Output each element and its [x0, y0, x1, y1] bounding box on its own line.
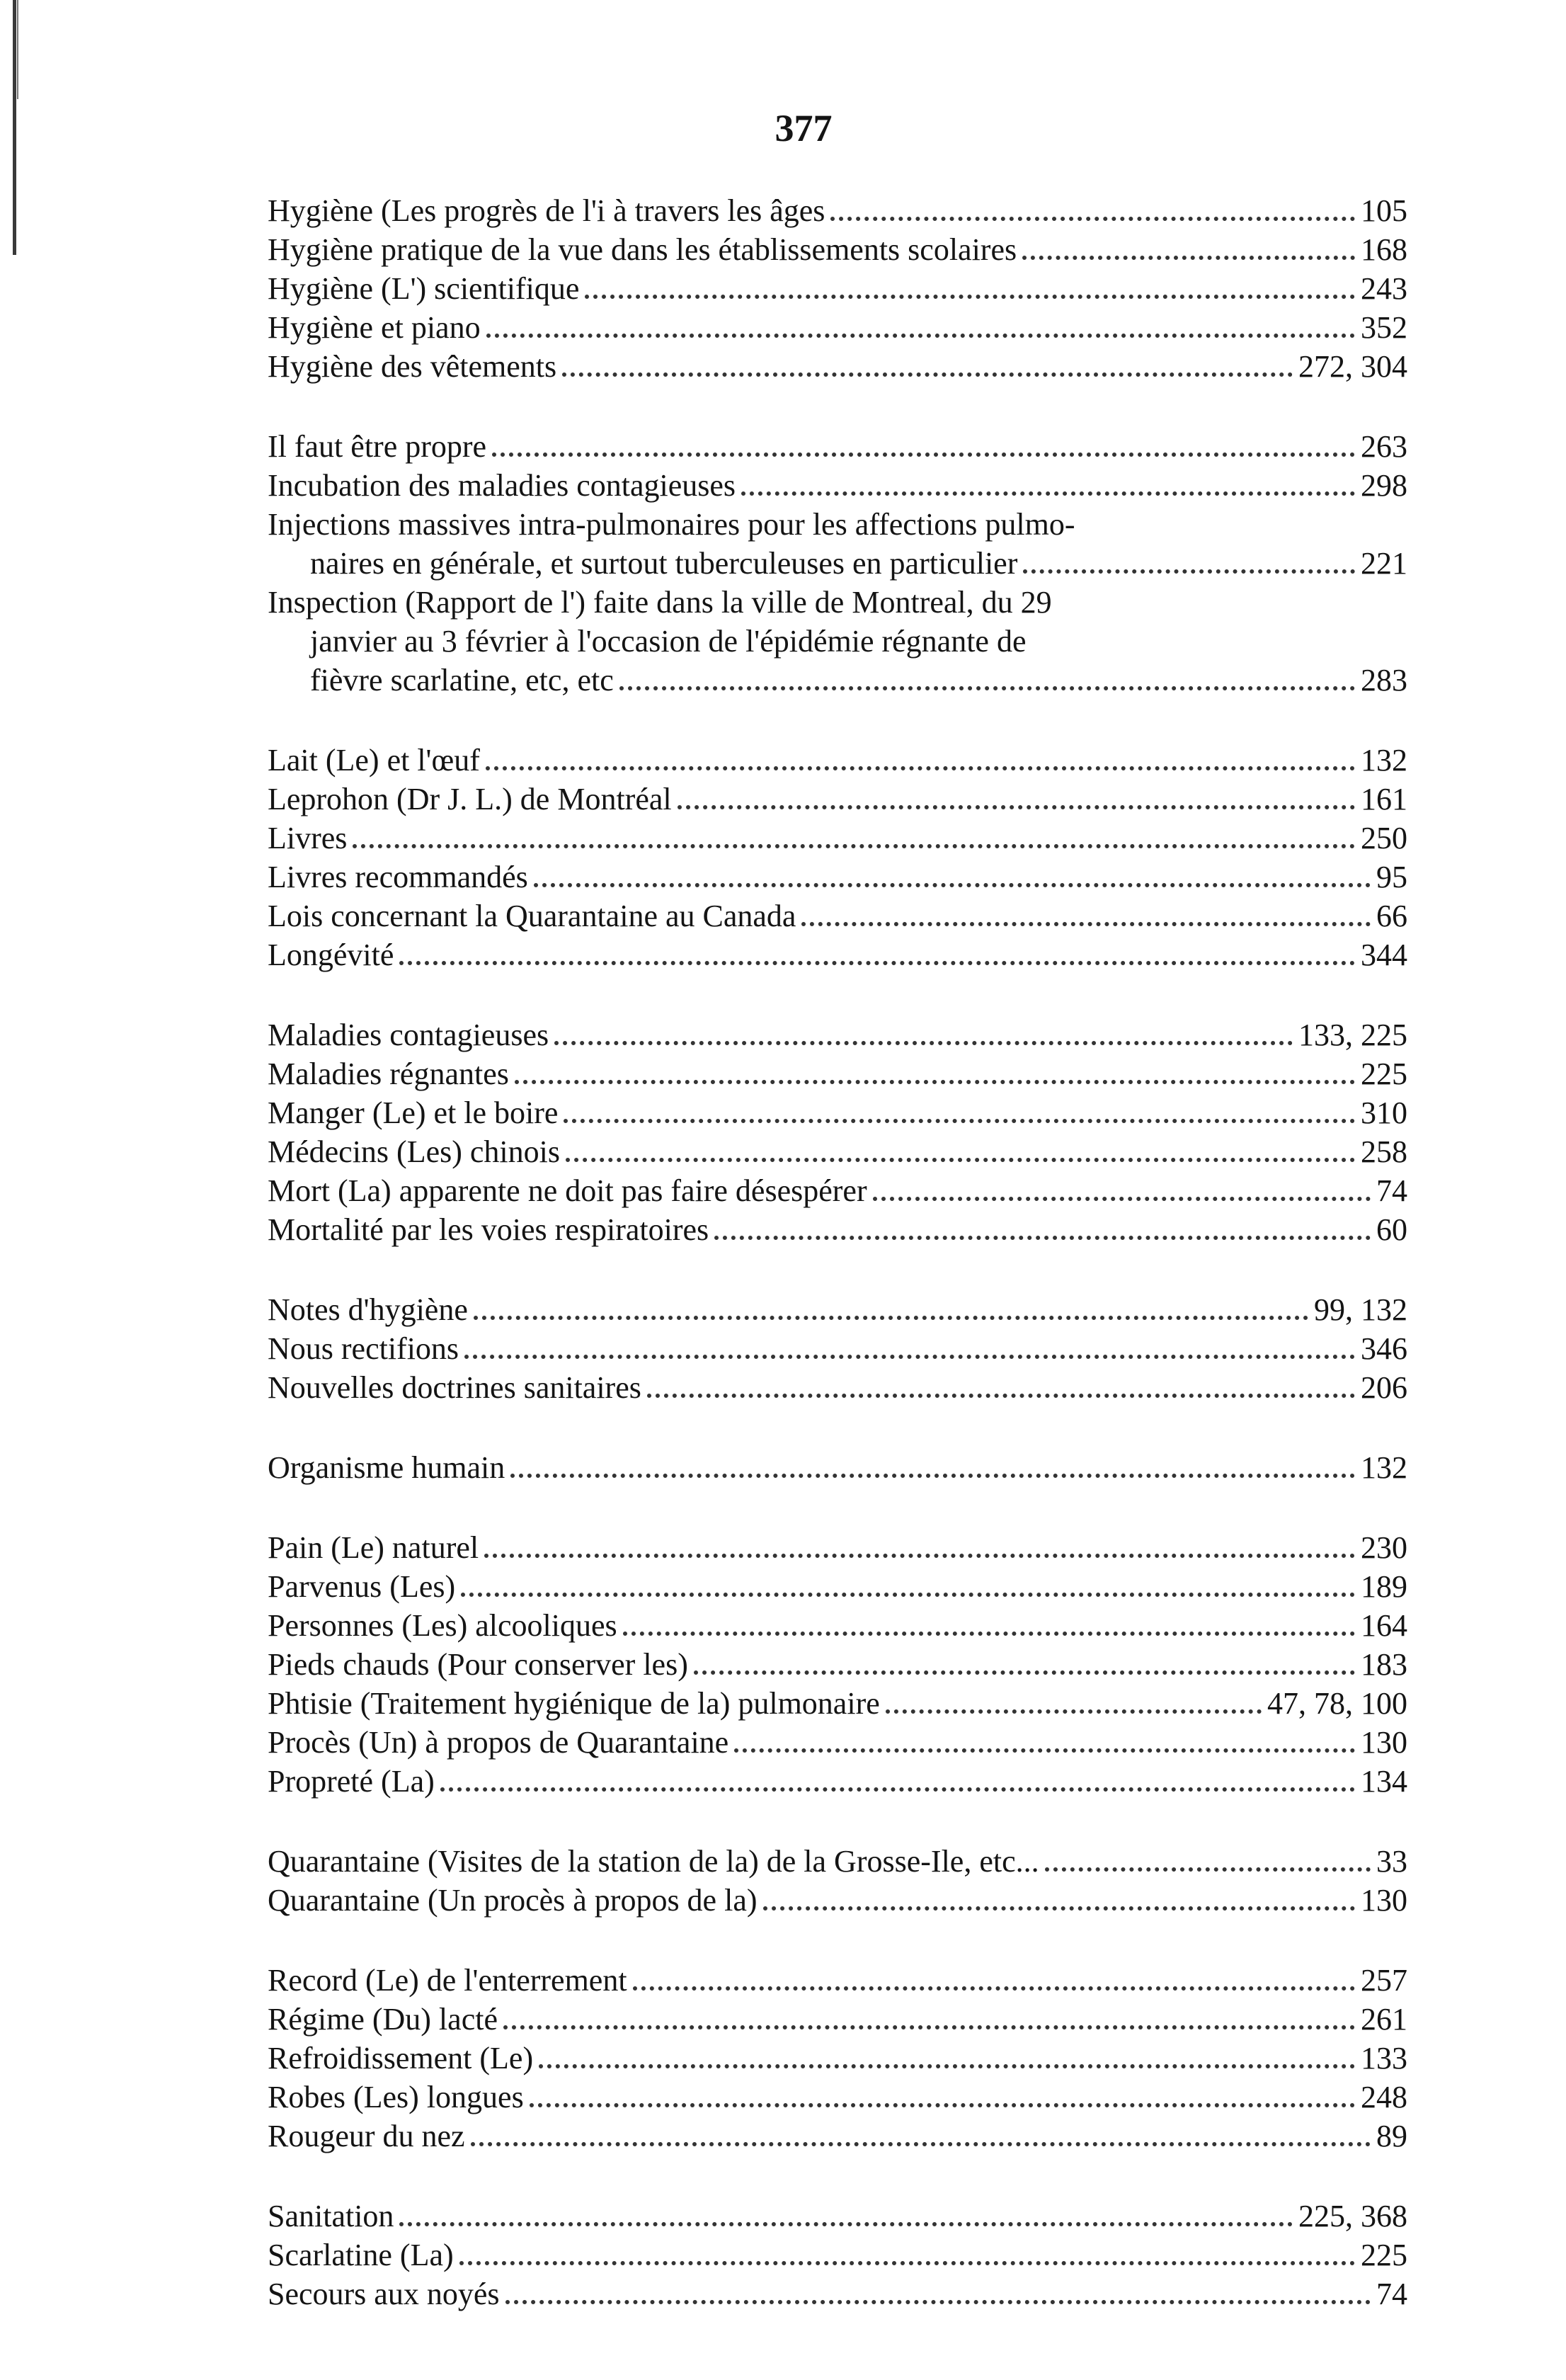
entry-title: Record (Le) de l'enterrement — [268, 1963, 627, 1998]
entry-pages: 272, 304 — [1298, 349, 1407, 384]
index-group — [268, 1448, 1407, 1487]
entry-title: Phtisie (Traitement hygiénique de la) pulmonaire — [268, 1686, 880, 1721]
dot-leader — [539, 2064, 1355, 2068]
entry-pages: 133, 225 — [1298, 1018, 1407, 1052]
index-entry — [268, 1448, 1407, 1487]
index-entry — [268, 308, 1407, 347]
index-entry — [268, 269, 1407, 308]
entry-title: Mortalité par les voies respiratoires — [268, 1212, 709, 1247]
dot-leader — [873, 1197, 1371, 1201]
entry-title: Régime (Du) lacté — [268, 2002, 498, 2037]
dot-leader — [1022, 256, 1355, 260]
entry-title-line: Inspection (Rapport de l') faite dans la ville de Montreal, du 29 — [268, 585, 1052, 620]
dot-leader — [492, 452, 1355, 457]
entry-pages: 105 — [1361, 193, 1407, 228]
index-entry — [268, 583, 1407, 700]
entry-pages: 344 — [1361, 938, 1407, 972]
entry-title: Hygiène et piano — [268, 310, 481, 345]
entry-pages: 225 — [1361, 2238, 1407, 2272]
entry-title: Pieds chauds (Pour conserver les) — [268, 1647, 688, 1682]
entry-pages: 283 — [1361, 663, 1407, 698]
dot-leader — [694, 1670, 1355, 1675]
dot-leader — [830, 217, 1355, 221]
entry-title: Parvenus (Les) — [268, 1569, 456, 1604]
dot-leader — [801, 922, 1371, 926]
index-entry — [268, 1567, 1407, 1606]
entry-title: Notes d'hygiène — [268, 1292, 468, 1327]
dot-leader — [484, 1554, 1355, 1558]
dot-leader — [474, 1316, 1308, 1320]
entry-pages: 257 — [1361, 1963, 1407, 1998]
dot-leader — [886, 1709, 1262, 1714]
entry-pages: 161 — [1361, 782, 1407, 816]
index-entry — [268, 741, 1407, 780]
entry-title: Lois concernant la Quarantaine au Canada — [268, 899, 796, 933]
index-group — [268, 191, 1407, 386]
index-group — [268, 741, 1407, 974]
dot-leader — [585, 295, 1355, 299]
entry-pages: 47, 78, 100 — [1267, 1686, 1407, 1721]
entry-pages: 183 — [1361, 1647, 1407, 1682]
dot-leader — [440, 1787, 1355, 1792]
dot-leader — [623, 1632, 1355, 1636]
entry-title-line: fièvre scarlatine, etc, etc — [310, 663, 614, 698]
index-group — [268, 1528, 1407, 1801]
scan-edge-mark — [13, 0, 16, 255]
index-entry — [268, 230, 1407, 269]
entry-pages: 89 — [1376, 2119, 1407, 2153]
dot-leader — [763, 1906, 1356, 1911]
index-entry — [268, 466, 1407, 505]
entry-title: Rougeur du nez — [268, 2119, 465, 2153]
index-entry — [268, 935, 1407, 974]
entry-pages: 263 — [1361, 429, 1407, 464]
entry-title: Robes (Les) longues — [268, 2080, 524, 2114]
entry-title: Médecins (Les) chinois — [268, 1134, 560, 1169]
dot-leader — [647, 1394, 1355, 1398]
entry-title: Leprohon (Dr J. L.) de Montréal — [268, 782, 672, 816]
entry-title: Incubation des maladies contagieuses — [268, 468, 736, 503]
entry-title: Personnes (Les) alcooliques — [268, 1608, 617, 1643]
index-entry — [268, 1881, 1407, 1920]
index-entry — [268, 858, 1407, 896]
entry-title: Mort (La) apparente ne doit pas faire désespérer — [268, 1173, 867, 1208]
index-entry — [268, 1528, 1407, 1567]
entry-title: Il faut être propre — [268, 429, 487, 464]
entry-title: Lait (Le) et l'œuf — [268, 743, 480, 778]
index-entry — [268, 1645, 1407, 1684]
entry-title: Secours aux noyés — [268, 2277, 500, 2311]
index-entry — [268, 2078, 1407, 2117]
entry-title: Hygiène (L') scientifique — [268, 271, 580, 306]
entry-pages: 310 — [1361, 1095, 1407, 1130]
index-entry — [268, 427, 1407, 466]
dot-leader — [459, 2261, 1355, 2265]
index-entry — [268, 1842, 1407, 1881]
dot-leader — [566, 1158, 1355, 1162]
entry-last-line — [268, 661, 1407, 700]
index-list — [268, 191, 1407, 2355]
entry-pages: 225, 368 — [1298, 2199, 1407, 2233]
dot-leader — [633, 1986, 1355, 1991]
index-entry — [268, 1684, 1407, 1723]
entry-title-line: janvier au 3 février à l'occasion de l'épidémie régnante de — [310, 624, 1027, 659]
entry-title: Hygiène des vêtements — [268, 349, 557, 384]
dot-leader — [1023, 569, 1355, 574]
dot-leader — [564, 1119, 1355, 1123]
index-entry — [268, 819, 1407, 858]
entry-pages: 230 — [1361, 1530, 1407, 1565]
dot-leader — [554, 1041, 1293, 1045]
index-entry — [268, 1723, 1407, 1762]
index-entry — [268, 1290, 1407, 1329]
index-entry — [268, 347, 1407, 386]
dot-leader — [714, 1236, 1371, 1240]
entry-pages: 250 — [1361, 821, 1407, 855]
index-group — [268, 1961, 1407, 2156]
entry-title: Nouvelles doctrines sanitaires — [268, 1370, 641, 1405]
entry-pages: 225 — [1361, 1057, 1407, 1091]
index-entry — [268, 1368, 1407, 1407]
index-entry — [268, 896, 1407, 935]
page-number: 377 — [775, 107, 833, 149]
index-entry — [268, 505, 1407, 583]
entry-pages: 206 — [1361, 1370, 1407, 1405]
dot-leader — [505, 2300, 1371, 2304]
index-entry — [268, 1762, 1407, 1801]
index-entry — [268, 191, 1407, 230]
dot-leader — [486, 334, 1355, 338]
index-entry — [268, 2039, 1407, 2078]
dot-leader — [515, 1080, 1355, 1084]
entry-pages: 243 — [1361, 271, 1407, 306]
index-entry — [268, 2000, 1407, 2039]
entry-pages: 258 — [1361, 1134, 1407, 1169]
entry-pages: 60 — [1376, 1212, 1407, 1247]
entry-pages: 164 — [1361, 1608, 1407, 1643]
entry-pages: 352 — [1361, 310, 1407, 345]
dot-leader — [503, 2025, 1355, 2029]
entry-title: Scarlatine (La) — [268, 2238, 454, 2272]
entry-title: Livres — [268, 821, 348, 855]
entry-last-line — [268, 544, 1407, 583]
dot-leader — [461, 1593, 1355, 1597]
index-group — [268, 1290, 1407, 1407]
entry-title: Propreté (La) — [268, 1764, 435, 1799]
entry-title: Nous rectifions — [268, 1331, 459, 1366]
index-entry — [268, 1132, 1407, 1171]
scan-edge-mark-secondary — [17, 0, 18, 99]
index-entry — [268, 780, 1407, 819]
index-group — [268, 427, 1407, 700]
entry-pages: 248 — [1361, 2080, 1407, 2114]
dot-leader — [399, 961, 1355, 965]
entry-pages: 189 — [1361, 1569, 1407, 1604]
entry-pages: 74 — [1376, 2277, 1407, 2311]
entry-title: Quarantaine (Un procès à propos de la) — [268, 1883, 758, 1918]
index-entry — [268, 1015, 1407, 1054]
entry-pages: 346 — [1361, 1331, 1407, 1366]
index-entry — [268, 1054, 1407, 1093]
entry-title: Maladies contagieuses — [268, 1018, 549, 1052]
entry-pages: 134 — [1361, 1764, 1407, 1799]
index-entry — [268, 2117, 1407, 2156]
index-entry — [268, 2236, 1407, 2274]
index-group — [268, 1842, 1407, 1920]
index-group — [268, 1015, 1407, 1249]
index-entry — [268, 2274, 1407, 2313]
entry-title: Quarantaine (Visites de la station de la) de la Grosse-Ile, etc... — [268, 1844, 1039, 1879]
entry-pages: 74 — [1376, 1173, 1407, 1208]
dot-leader — [1045, 1867, 1371, 1872]
entry-title: Hygiène (Les progrès de l'i à travers les âges — [268, 193, 825, 228]
dot-leader — [619, 686, 1355, 690]
dot-leader — [471, 2142, 1371, 2146]
index-entry — [268, 1961, 1407, 2000]
dot-leader — [562, 372, 1293, 377]
index-entry — [268, 1171, 1407, 1210]
dot-leader — [534, 883, 1371, 887]
index-group — [268, 2197, 1407, 2313]
entry-title: Sanitation — [268, 2199, 394, 2233]
dot-leader — [678, 805, 1355, 809]
entry-pages: 221 — [1361, 546, 1407, 581]
dot-leader — [530, 2103, 1355, 2107]
entry-pages: 133 — [1361, 2041, 1407, 2076]
entry-pages: 261 — [1361, 2002, 1407, 2037]
entry-title: Hygiène pratique de la vue dans les établissements scolaires — [268, 232, 1017, 267]
entry-pages: 33 — [1376, 1844, 1407, 1879]
entry-pages: 132 — [1361, 1450, 1407, 1485]
entry-title: Livres recommandés — [268, 860, 528, 894]
entry-title: Organisme humain — [268, 1450, 505, 1485]
entry-pages: 132 — [1361, 743, 1407, 778]
index-entry — [268, 1093, 1407, 1132]
entry-title-line: naires en générale, et surtout tuberculeuses en particulier — [310, 546, 1018, 581]
dot-leader — [734, 1748, 1355, 1753]
entry-pages: 298 — [1361, 468, 1407, 503]
dot-leader — [353, 844, 1355, 848]
entry-pages: 99, 132 — [1314, 1292, 1407, 1327]
entry-title-line: Injections massives intra-pulmonaires pour les affections pulmo- — [268, 507, 1075, 542]
entry-pages: 95 — [1376, 860, 1407, 894]
index-entry — [268, 1210, 1407, 1249]
entry-pages: 130 — [1361, 1725, 1407, 1760]
index-entry — [268, 1606, 1407, 1645]
dot-leader — [399, 2222, 1293, 2226]
entry-title: Procès (Un) à propos de Quarantaine — [268, 1725, 729, 1760]
entry-pages: 168 — [1361, 232, 1407, 267]
dot-leader — [464, 1355, 1355, 1359]
entry-title: Manger (Le) et le boire — [268, 1095, 559, 1130]
dot-leader — [741, 491, 1355, 496]
entry-pages: 66 — [1376, 899, 1407, 933]
entry-title: Refroidissement (Le) — [268, 2041, 534, 2076]
dot-leader — [510, 1474, 1355, 1478]
index-entry — [268, 2197, 1407, 2236]
entry-title: Pain (Le) naturel — [268, 1530, 479, 1565]
entry-title: Longévité — [268, 938, 394, 972]
entry-title: Maladies régnantes — [268, 1057, 509, 1091]
dot-leader — [486, 766, 1355, 770]
entry-pages: 130 — [1361, 1883, 1407, 1918]
index-entry — [268, 1329, 1407, 1368]
